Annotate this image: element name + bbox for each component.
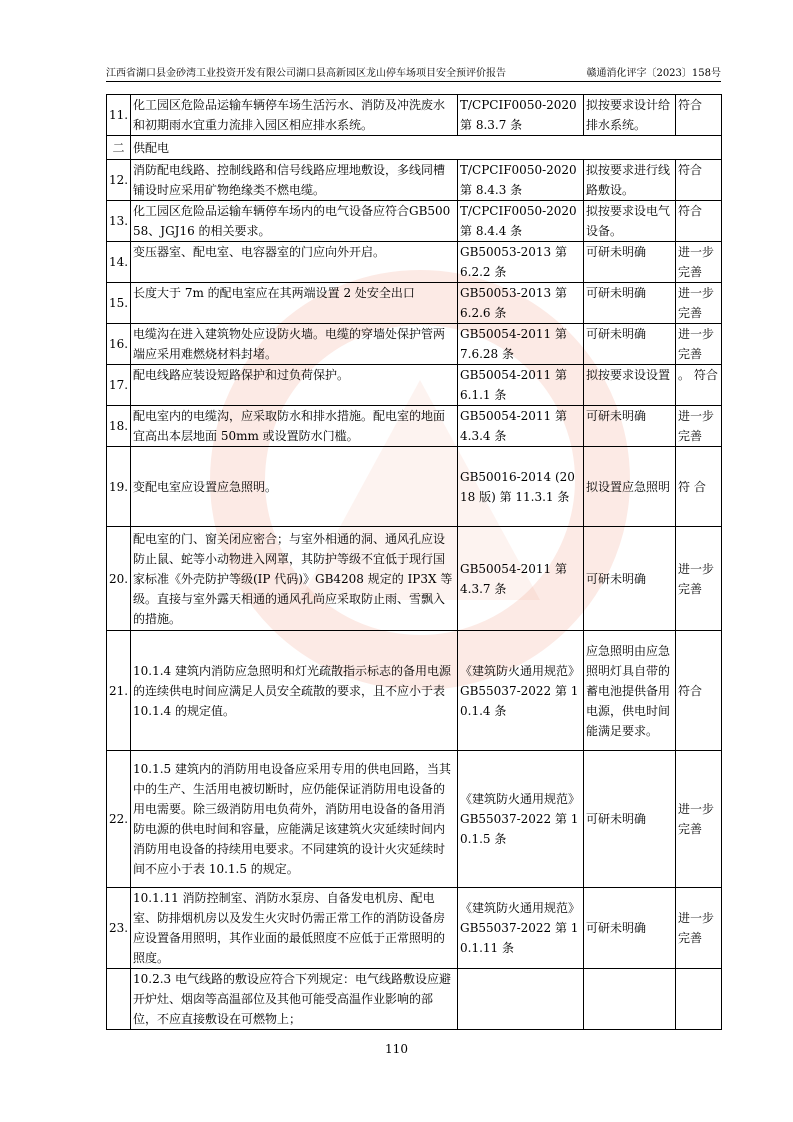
design-status-cell <box>584 969 676 1030</box>
design-status-cell: 可研未明确 <box>584 406 676 447</box>
design-status-cell: 可研未明确 <box>584 527 676 631</box>
row-number-cell: 19. <box>107 447 131 527</box>
design-status-cell: 拟按要求设设置 <box>584 365 676 406</box>
conclusion-cell: 符合 <box>676 160 722 201</box>
conclusion-cell: 。 符合 <box>676 365 722 406</box>
requirement-cell: 电缆沟在进入建筑物处应设防火墙。电缆的穿墙处保护管两端应采用难燃烧材料封堵。 <box>131 324 458 365</box>
design-status-cell: 可研未明确 <box>584 324 676 365</box>
row-number-cell: 23. <box>107 888 131 969</box>
basis-cell: 《建筑防火通用规范》GB55037-2022 第 10.1.4 条 <box>458 631 584 751</box>
row-number-cell: 16. <box>107 324 131 365</box>
design-status-cell: 应急照明由应急照明灯具自带的蓄电池提供备用电源，供电时间能满足要求。 <box>584 631 676 751</box>
table-row <box>107 447 722 527</box>
row-number-cell: 18. <box>107 406 131 447</box>
table-row <box>107 527 722 631</box>
row-number-cell: 14. <box>107 242 131 283</box>
section-row <box>107 136 722 160</box>
section-title-cell: 供配电 <box>131 136 722 160</box>
design-status-cell: 拟按要求设计给排水系统。 <box>584 95 676 136</box>
page-number: 110 <box>385 1042 408 1056</box>
requirement-cell: 10.2.3 电气线路的敷设应符合下列规定：电气线路敷设应避开炉灶、烟囱等高温部位及其他可能受高温作业影响的部位，不应直接敷设在可燃物上； <box>131 969 458 1030</box>
basis-cell: GB50053-2013 第 6.2.2 条 <box>458 242 584 283</box>
section-number-cell: 二 <box>107 136 131 160</box>
requirement-cell: 变压器室、配电室、电容器室的门应向外开启。 <box>131 242 458 283</box>
table-row <box>107 160 722 201</box>
header-report-number: 赣通消化评字〔2023〕158号 <box>586 68 721 79</box>
basis-cell <box>458 969 584 1030</box>
table-row <box>107 201 722 242</box>
requirement-cell: 10.1.11 消防控制室、消防水泵房、自备发电机房、配电室、防排烟机房以及发生火灾时仍需正常工作的消防设备房应设置备用照明，其作业面的最低照度不应低于正常照明的照度。 <box>131 888 458 969</box>
basis-cell: GB50054-2011 第 4.3.4 条 <box>458 406 584 447</box>
requirement-cell: 10.1.5 建筑内的消防用电设备应采用专用的供电回路，当其中的生产、生活用电被切断时，应仍能保证消防用电设备的用电需要。除三级消防用电负荷外，消防用电设备的备用消防电源的供电时间和容量，应能满足该建筑火灾延续时间内消防用电设备的持续用电要求。不同建筑的设计火灾延续时间不应小于表 10.1.5 的规定。 <box>131 751 458 888</box>
table-row <box>107 406 722 447</box>
safety-checklist-table <box>106 94 722 1030</box>
conclusion-cell: 进一步完善 <box>676 888 722 969</box>
conclusion-cell: 符合 <box>676 95 722 136</box>
header-report-title: 江西省湖口县金砂湾工业投资开发有限公司湖口县高新园区龙山停车场项目安全预评价报告 <box>106 68 506 79</box>
conclusion-cell: 进一步完善 <box>676 324 722 365</box>
table-row <box>107 324 722 365</box>
basis-cell: 《建筑防火通用规范》GB55037-2022 第 10.1.11 条 <box>458 888 584 969</box>
requirement-cell: 配电室的门、窗关闭应密合；与室外相通的洞、通风孔应设防止鼠、蛇等小动物进入网罩，其防护等级不宜低于现行国家标准《外壳防护等级(IP 代码)》GB4208 规定的 IP3X 等级。直接与室外露天相通的通风孔尚应采取防止雨、雪飘入的措施。 <box>131 527 458 631</box>
table-row <box>107 888 722 969</box>
basis-cell: T/CPCIF0050-2020 第 8.3.7 条 <box>458 95 584 136</box>
conclusion-cell: 符合 <box>676 631 722 751</box>
row-number-cell: 21. <box>107 631 131 751</box>
design-status-cell: 拟按要求进行线路敷设。 <box>584 160 676 201</box>
conclusion-cell: 符合 <box>676 201 722 242</box>
row-number-cell: 15. <box>107 283 131 324</box>
page-header <box>106 66 721 82</box>
basis-cell: T/CPCIF0050-2020 第 8.4.3 条 <box>458 160 584 201</box>
table-row <box>107 95 722 136</box>
row-number-cell: 17. <box>107 365 131 406</box>
requirement-cell: 变配电室应设置应急照明。 <box>131 447 458 527</box>
table-row <box>107 283 722 324</box>
table-row <box>107 751 722 888</box>
header-divider <box>106 81 721 82</box>
row-number-cell <box>107 969 131 1030</box>
design-status-cell: 可研未明确 <box>584 888 676 969</box>
conclusion-cell: 进一步完善 <box>676 527 722 631</box>
basis-cell: 《建筑防火通用规范》GB55037-2022 第 10.1.5 条 <box>458 751 584 888</box>
basis-cell: GB50054-2011 第 6.1.1 条 <box>458 365 584 406</box>
conclusion-cell: 进一步完善 <box>676 751 722 888</box>
row-number-cell: 11. <box>107 95 131 136</box>
conclusion-cell: 进一步完善 <box>676 406 722 447</box>
conclusion-cell: 进一步完善 <box>676 283 722 324</box>
row-number-cell: 20. <box>107 527 131 631</box>
design-status-cell: 可研未明确 <box>584 242 676 283</box>
design-status-cell: 可研未明确 <box>584 283 676 324</box>
conclusion-cell: 符 合 <box>676 447 722 527</box>
requirement-cell: 消防配电线路、控制线路和信号线路应埋地敷设，多线同槽铺设时应采用矿物绝缘类不燃电缆。 <box>131 160 458 201</box>
conclusion-cell: 进一步完善 <box>676 242 722 283</box>
requirement-cell: 配电室内的电缆沟，应采取防水和排水措施。配电室的地面宜高出本层地面 50mm 或设置防水门槛。 <box>131 406 458 447</box>
requirement-cell: 化工园区危险品运输车辆停车场内的电气设备应符合GB50058、JGJ16 的相关要求。 <box>131 201 458 242</box>
design-status-cell: 拟按要求设电气设备。 <box>584 201 676 242</box>
basis-cell: GB50053-2013 第 6.2.6 条 <box>458 283 584 324</box>
row-number-cell: 22. <box>107 751 131 888</box>
design-status-cell: 可研未明确 <box>584 751 676 888</box>
requirement-cell: 化工园区危险品运输车辆停车场生活污水、消防及冲洗废水和初期雨水宜重力流排入园区相应排水系统。 <box>131 95 458 136</box>
design-status-cell: 拟设置应急照明 <box>584 447 676 527</box>
table-row <box>107 631 722 751</box>
requirement-cell: 配电线路应装设短路保护和过负荷保护。 <box>131 365 458 406</box>
table-row <box>107 365 722 406</box>
basis-cell: GB50016-2014 (2018 版) 第 11.3.1 条 <box>458 447 584 527</box>
table-row <box>107 242 722 283</box>
table-row <box>107 969 722 1030</box>
requirement-cell: 10.1.4 建筑内消防应急照明和灯光疏散指示标志的备用电源的连续供电时间应满足人员安全疏散的要求，且不应小于表 10.1.4 的规定值。 <box>131 631 458 751</box>
conclusion-cell <box>676 969 722 1030</box>
basis-cell: GB50054-2011 第 7.6.28 条 <box>458 324 584 365</box>
basis-cell: T/CPCIF0050-2020 第 8.4.4 条 <box>458 201 584 242</box>
row-number-cell: 13. <box>107 201 131 242</box>
basis-cell: GB50054-2011 第 4.3.7 条 <box>458 527 584 631</box>
requirement-cell: 长度大于 7m 的配电室应在其两端设置 2 处安全出口 <box>131 283 458 324</box>
row-number-cell: 12. <box>107 160 131 201</box>
